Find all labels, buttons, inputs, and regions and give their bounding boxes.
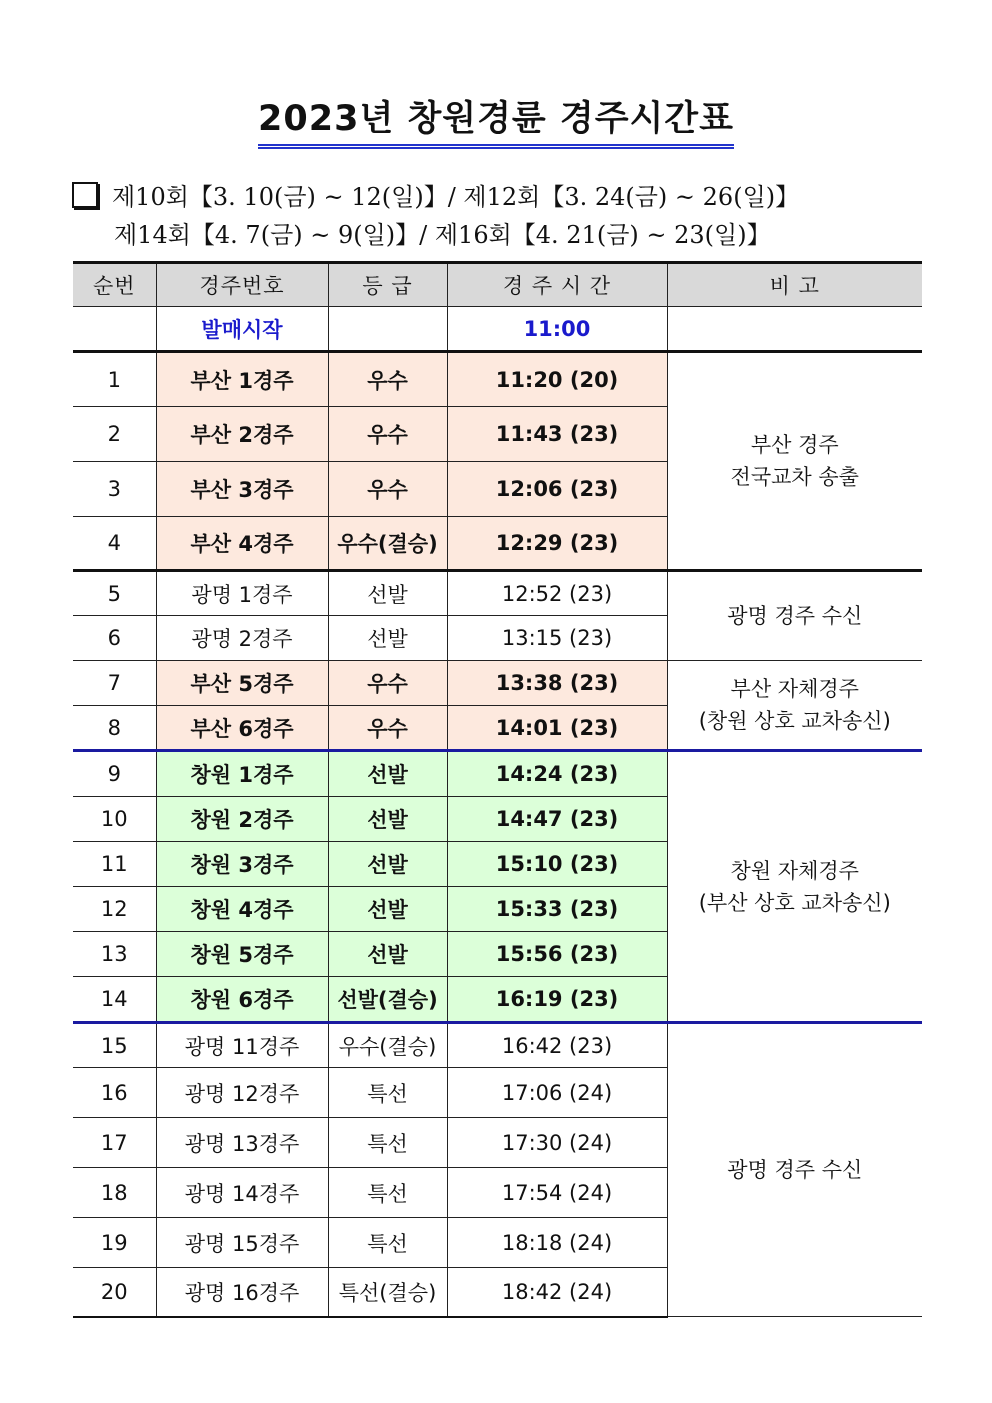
note-line: 부산 경주: [750, 433, 839, 457]
cell-grade: 선발: [328, 751, 447, 797]
cell-race: 부산 3경주: [156, 462, 328, 517]
cell-race: 광명 2경주: [156, 616, 328, 661]
cell-grade: 우수: [328, 462, 447, 517]
cell-no: 7: [73, 661, 156, 706]
cell-time: 17:54 (24): [447, 1168, 667, 1218]
table-cell: [73, 307, 156, 352]
cell-race: 창원 6경주: [156, 977, 328, 1023]
cell-time: 17:06 (24): [447, 1068, 667, 1118]
note-line: 전국교차 송출: [730, 465, 859, 489]
cell-time: 17:30 (24): [447, 1118, 667, 1168]
header-no: 순번: [73, 263, 156, 307]
race-schedule-table: [73, 261, 922, 1318]
cell-race: 창원 5경주: [156, 932, 328, 977]
rounds-line-1-text: 제10회【3. 10(금) ~ 12(일)】/ 제12회【3. 24(금) ~ 26(일)】: [112, 183, 800, 211]
cell-race: 부산 4경주: [156, 517, 328, 571]
note-busan-own: [667, 661, 922, 751]
table-cell: [667, 307, 922, 352]
cell-time: 16:42 (23): [447, 1023, 667, 1068]
cell-no: 3: [73, 462, 156, 517]
cell-time: 11:43 (23): [447, 407, 667, 462]
cell-race: 부산 1경주: [156, 352, 328, 407]
cell-time: 15:56 (23): [447, 932, 667, 977]
cell-race: 부산 5경주: [156, 661, 328, 706]
table-row: [73, 571, 922, 616]
cell-race: 창원 4경주: [156, 887, 328, 932]
cell-time: 14:47 (23): [447, 797, 667, 842]
cell-time: 15:10 (23): [447, 842, 667, 887]
cell-no: 4: [73, 517, 156, 571]
checkbox-icon: [72, 182, 98, 208]
cell-time: 12:06 (23): [447, 462, 667, 517]
cell-grade: 특선: [328, 1168, 447, 1218]
cell-time: 18:18 (24): [447, 1218, 667, 1268]
cell-no: 5: [73, 571, 156, 616]
table-row: [73, 352, 922, 407]
cell-race: 부산 6경주: [156, 706, 328, 751]
cell-grade: 선발: [328, 887, 447, 932]
cell-grade: 선발(결승): [328, 977, 447, 1023]
cell-race: 부산 2경주: [156, 407, 328, 462]
cell-race: 창원 3경주: [156, 842, 328, 887]
cell-no: 11: [73, 842, 156, 887]
header-note: 비 고: [667, 263, 922, 307]
cell-grade: 우수: [328, 661, 447, 706]
cell-no: 15: [73, 1023, 156, 1068]
cell-race: 광명 14경주: [156, 1168, 328, 1218]
cell-no: 6: [73, 616, 156, 661]
cell-race: 광명 11경주: [156, 1023, 328, 1068]
cell-race: 창원 1경주: [156, 751, 328, 797]
cell-grade: 특선: [328, 1218, 447, 1268]
cell-no: 1: [73, 352, 156, 407]
note-busan-broadcast: [667, 352, 922, 571]
cell-grade: 우수(결승): [328, 1023, 447, 1068]
cell-time: 12:52 (23): [447, 571, 667, 616]
cell-no: 20: [73, 1268, 156, 1317]
table-row: [73, 751, 922, 797]
note-gwangmyeong-receive-2: 광명 경주 수신: [667, 1023, 922, 1317]
cell-time: 15:33 (23): [447, 887, 667, 932]
note-line: (창원 상호 교차송신): [698, 709, 891, 733]
cell-race: 창원 2경주: [156, 797, 328, 842]
cell-race: 광명 15경주: [156, 1218, 328, 1268]
note-line: 부산 자체경주: [730, 677, 859, 701]
cell-time: 13:38 (23): [447, 661, 667, 706]
cell-grade: 선발: [328, 932, 447, 977]
note-line: (부산 상호 교차송신): [698, 890, 891, 915]
cell-grade: 특선: [328, 1118, 447, 1168]
cell-grade: 우수: [328, 706, 447, 751]
cell-no: 12: [73, 887, 156, 932]
cell-no: 13: [73, 932, 156, 977]
cell-grade: 우수(결승): [328, 517, 447, 571]
cell-no: 10: [73, 797, 156, 842]
cell-time: 12:29 (23): [447, 517, 667, 571]
sale-start-time: 11:00: [447, 307, 667, 352]
table-row: [73, 661, 922, 706]
rounds-line-2: 제14회【4. 7(금) ~ 9(일)】/ 제16회【4. 21(금) ~ 23(일)】: [114, 221, 771, 249]
cell-time: 14:01 (23): [447, 706, 667, 751]
sale-start-row: [73, 307, 922, 352]
cell-time: 13:15 (23): [447, 616, 667, 661]
header-grade: 등 급: [328, 263, 447, 307]
rounds-line-1: [72, 178, 952, 216]
note-line: 창원 자체경주: [730, 858, 859, 883]
header-race: 경주번호: [156, 263, 328, 307]
table-cell: [328, 307, 447, 352]
header-time: 경 주 시 간: [447, 263, 667, 307]
page-title: 2023년 창원경륜 경주시간표: [258, 96, 734, 149]
table-header-row: [73, 263, 922, 307]
cell-grade: 특선: [328, 1068, 447, 1118]
page-title-wrap: [0, 96, 992, 149]
cell-race: 광명 1경주: [156, 571, 328, 616]
cell-time: 16:19 (23): [447, 977, 667, 1023]
cell-time: 18:42 (24): [447, 1268, 667, 1317]
cell-grade: 우수: [328, 407, 447, 462]
cell-time: 11:20 (20): [447, 352, 667, 407]
sale-start-label: 발매시작: [156, 307, 328, 352]
cell-no: 18: [73, 1168, 156, 1218]
cell-grade: 선발: [328, 797, 447, 842]
cell-no: 2: [73, 407, 156, 462]
cell-no: 8: [73, 706, 156, 751]
schedule-rounds: [72, 178, 952, 254]
cell-no: 16: [73, 1068, 156, 1118]
table-row: [73, 1023, 922, 1068]
cell-grade: 특선(결승): [328, 1268, 447, 1317]
cell-grade: 선발: [328, 842, 447, 887]
note-changwon-own: [667, 751, 922, 1023]
cell-grade: 선발: [328, 571, 447, 616]
cell-race: 광명 13경주: [156, 1118, 328, 1168]
cell-time: 14:24 (23): [447, 751, 667, 797]
cell-grade: 우수: [328, 352, 447, 407]
cell-no: 14: [73, 977, 156, 1023]
cell-race: 광명 12경주: [156, 1068, 328, 1118]
cell-no: 17: [73, 1118, 156, 1168]
cell-no: 19: [73, 1218, 156, 1268]
cell-grade: 선발: [328, 616, 447, 661]
cell-no: 9: [73, 751, 156, 797]
note-gwangmyeong-receive: 광명 경주 수신: [667, 571, 922, 661]
cell-race: 광명 16경주: [156, 1268, 328, 1317]
